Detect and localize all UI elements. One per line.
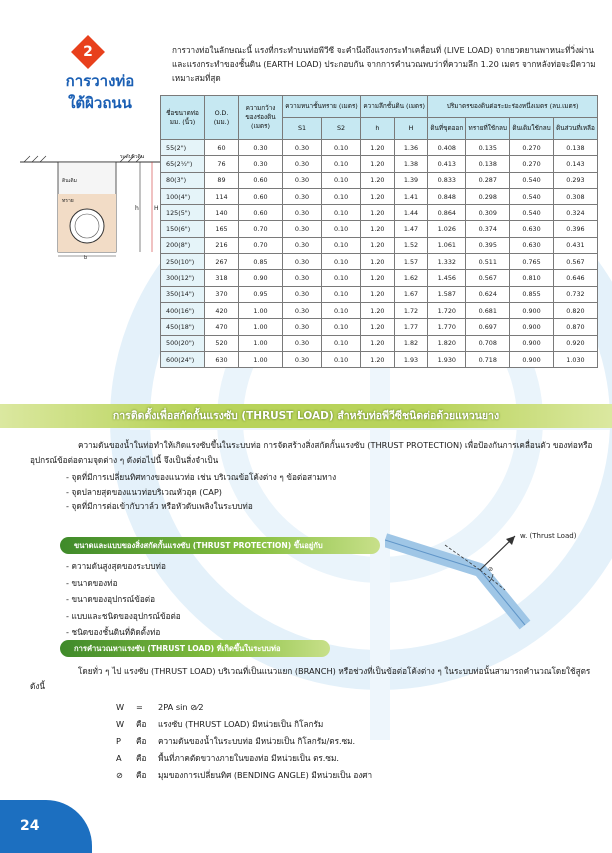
col-od: O.D. (มม.)	[205, 96, 239, 140]
table-row	[161, 319, 598, 335]
table-cell: 0.10	[322, 172, 361, 188]
col-bed: ความหนาชั้นทราย (เมตร)	[283, 96, 361, 118]
table-cell: 0.10	[322, 156, 361, 172]
table-cell: 0.810	[510, 270, 554, 286]
table-cell: 0.30	[283, 335, 322, 351]
calc-paragraph: โดยทั่ว ๆ ไป แรงซับ (THRUST LOAD) บริเวณที่เป็นแนวแยก (BRANCH) หรือช่วงที่เป็นข้อต่อโค้งต่าง ๆ ในระบบท่อนั้นสามารถคำนวณโดยใช้สูตรดังนี้	[30, 666, 591, 691]
table-cell: 0.630	[510, 237, 554, 253]
table-cell: 1.930	[428, 351, 466, 367]
table-cell: 0.864	[428, 205, 466, 221]
table-cell: 0.567	[553, 254, 597, 270]
table-cell: 0.10	[322, 319, 361, 335]
table-cell: 1.456	[428, 270, 466, 286]
table-cell: 0.708	[466, 335, 510, 351]
table-cell: 0.10	[322, 254, 361, 270]
table-cell: 0.900	[510, 335, 554, 351]
table-cell: 1.44	[394, 205, 428, 221]
col-depth: ความลึกชั้นดิน (เมตร)	[361, 96, 428, 118]
table-cell: 65(2½")	[161, 156, 205, 172]
table-cell: 0.138	[466, 156, 510, 172]
table-cell: 1.67	[394, 286, 428, 302]
thrust-formula	[116, 699, 496, 784]
table-cell: 80(3")	[161, 172, 205, 188]
table-cell: 0.681	[466, 302, 510, 318]
table-cell: 1.82	[394, 335, 428, 351]
trench-diagram	[20, 150, 168, 260]
table-row	[161, 172, 598, 188]
table-cell: 350(14")	[161, 286, 205, 302]
table-cell: 0.30	[239, 140, 283, 156]
table-cell: 0.408	[428, 140, 466, 156]
col-v1: ดินที่ขุดออก	[428, 118, 466, 140]
list-item: - จุดปลายสุดของแนวท่อบริเวณหัวอุด (CAP)	[66, 486, 222, 497]
table-cell: 0.60	[239, 172, 283, 188]
table-cell: 0.10	[322, 351, 361, 367]
table-cell: 0.855	[510, 286, 554, 302]
table-cell: 0.10	[322, 205, 361, 221]
table-cell: 1.00	[239, 335, 283, 351]
table-cell: 0.60	[239, 188, 283, 204]
table-cell: 1.00	[239, 302, 283, 318]
table-cell: 300(12")	[161, 270, 205, 286]
sand-label: ทราย	[62, 198, 74, 204]
table-cell: 1.770	[428, 319, 466, 335]
thrust-calc-heading: การคำนวณหาแรงซับ (THRUST LOAD) ที่เกิดขึ้นในระบบท่อ	[60, 640, 330, 657]
formula-def: P คือ ความดันของน้ำในระบบท่อ มีหน่วยเป็น กิโลกรัม/ตร.ซม.	[116, 736, 356, 746]
section-title-line1: การวางท่อ	[65, 72, 135, 90]
table-cell: 0.697	[466, 319, 510, 335]
table-cell: 0.732	[553, 286, 597, 302]
table-cell: 1.47	[394, 221, 428, 237]
table-cell: 0.287	[466, 172, 510, 188]
thrust-points-list	[66, 470, 386, 514]
surface-label: ระดับผิวดิน	[120, 154, 145, 160]
table-row	[161, 351, 598, 367]
banner-title: การติดตั้งเพื่อสกัดกั้นแรงซับ (THRUST LOAD) สำหรับท่อพีวีซีชนิดต่อด้วยแหวนยาง	[112, 410, 500, 422]
table-cell: 1.72	[394, 302, 428, 318]
table-cell: 1.20	[361, 237, 395, 253]
thrust-load-diagram	[385, 510, 605, 630]
list-item: - แบบและชนิดของอุปกรณ์ข้อต่อ	[66, 610, 181, 621]
table-cell: 1.720	[428, 302, 466, 318]
formula-main: W = 2PA sin ⊘⁄2	[116, 702, 204, 712]
table-cell: 600(24")	[161, 351, 205, 367]
table-cell: 0.900	[510, 319, 554, 335]
earth-label: ดินเดิม	[62, 178, 77, 184]
list-item: - ชนิดของชั้นดินที่ติดตั้งท่อ	[66, 627, 161, 637]
table-cell: 1.38	[394, 156, 428, 172]
table-cell: 0.10	[322, 140, 361, 156]
table-cell: 1.026	[428, 221, 466, 237]
list-item: - ความดันสูงสุดของระบบท่อ	[66, 561, 166, 571]
table-cell: 0.10	[322, 270, 361, 286]
angle-label: ⊘	[488, 566, 494, 573]
pipe-bend	[385, 540, 525, 625]
table-cell: 1.41	[394, 188, 428, 204]
table-cell: 76	[205, 156, 239, 172]
table-cell: 0.30	[283, 205, 322, 221]
table-cell: 1.20	[361, 172, 395, 188]
table-row	[161, 140, 598, 156]
b-label: b	[84, 255, 88, 260]
table-cell: 470	[205, 319, 239, 335]
table-row	[161, 237, 598, 253]
table-cell: 1.77	[394, 319, 428, 335]
table-cell: 114	[205, 188, 239, 204]
table-cell: 0.309	[466, 205, 510, 221]
table-cell: 0.511	[466, 254, 510, 270]
table-row	[161, 335, 598, 351]
table-row	[161, 270, 598, 286]
table-cell: 520	[205, 335, 239, 351]
table-cell: 140	[205, 205, 239, 221]
table-cell: 0.308	[553, 188, 597, 204]
table-cell: 0.30	[283, 237, 322, 253]
table-cell: 450(18")	[161, 319, 205, 335]
table-cell: 0.540	[510, 172, 554, 188]
table-row	[161, 302, 598, 318]
table-cell: 1.20	[361, 140, 395, 156]
table-cell: 267	[205, 254, 239, 270]
col-s1: S1	[283, 118, 322, 140]
table-cell: 0.630	[510, 221, 554, 237]
table-cell: 1.820	[428, 335, 466, 351]
col-size: ชื่อขนาดท่อ มม. (นิ้ว)	[161, 96, 205, 140]
table-cell: 0.567	[466, 270, 510, 286]
table-cell: 0.395	[466, 237, 510, 253]
table-cell: 1.332	[428, 254, 466, 270]
table-cell: 400(16")	[161, 302, 205, 318]
table-cell: 0.10	[322, 221, 361, 237]
table-cell: 1.20	[361, 221, 395, 237]
table-row	[161, 254, 598, 270]
table-cell: 165	[205, 221, 239, 237]
table-body	[161, 140, 598, 368]
table-cell: 0.765	[510, 254, 554, 270]
thrust-paragraph: ความดันของน้ำในท่อทำให้เกิดแรงซับขึ้นในระบบท่อ การจัดสร้างสิ่งสกัดกั้นแรงซับ (THRUST PROTECTION) เพื่อป้องกันการเคลื่อนตัว ของท่อหรืออุปกรณ์ข้อต่อตามจุดต่าง ๆ ดังต่อไปนี้ จึงเป็นสิ่งจำเป็น	[30, 440, 593, 465]
table-cell: 0.30	[283, 286, 322, 302]
table-cell: 0.540	[510, 205, 554, 221]
table-cell: 0.540	[510, 188, 554, 204]
page-number: 24	[20, 818, 40, 834]
table-cell: 0.820	[553, 302, 597, 318]
table-cell: 0.138	[553, 140, 597, 156]
trench-table	[160, 95, 598, 368]
table-cell: 1.00	[239, 351, 283, 367]
table-cell: 1.20	[361, 335, 395, 351]
list-item: - จุดที่มีการต่อเข้ากับวาล์ว หรือหัวดับเพลิงในระบบท่อ	[66, 501, 253, 511]
table-cell: 1.587	[428, 286, 466, 302]
table-cell: 0.30	[283, 221, 322, 237]
table-cell: 0.870	[553, 319, 597, 335]
col-H: H	[394, 118, 428, 140]
table-cell: 1.57	[394, 254, 428, 270]
section-title-line2: ใต้ผิวถนน	[68, 94, 132, 112]
table-cell: 318	[205, 270, 239, 286]
col-h: h	[361, 118, 395, 140]
table-cell: 0.30	[283, 172, 322, 188]
list-item: - จุดที่มีการเปลี่ยนทิศทางของแนวท่อ เช่น บริเวณข้อโค้งต่าง ๆ ข้อต่อสามทาง	[66, 472, 337, 482]
H-label: H	[154, 205, 159, 212]
table-row	[161, 205, 598, 221]
intro-paragraph: การวางท่อในลักษณะนี้ แรงที่กระทำบนท่อพีวีซี จะคำนึงถึงแรงกระทำเคลื่อนที่ (LIVE LOAD) จากยวดยานพาหนะที่วิ่งผ่าน และแรงกระทำของชั้นดิน (EARTH LOAD) ประกอบกัน จากการคำนวณพบว่าที่ความลึก 1.20 เมตร จากหลังท่อจะมีความเหมาะสมที่สุด	[172, 45, 596, 83]
table-cell: 1.20	[361, 319, 395, 335]
table-cell: 1.20	[361, 286, 395, 302]
table-cell: 0.60	[239, 205, 283, 221]
table-cell: 1.20	[361, 351, 395, 367]
table-cell: 0.95	[239, 286, 283, 302]
table-cell: 0.396	[553, 221, 597, 237]
table-cell: 0.270	[510, 140, 554, 156]
table-cell: 0.30	[283, 156, 322, 172]
table-cell: 100(4")	[161, 188, 205, 204]
formula-def: A คือ พื้นที่ภาคตัดขวางภายในของท่อ มีหน่วยเป็น ตร.ซม.	[116, 753, 339, 763]
table-cell: 0.70	[239, 221, 283, 237]
table-cell: 0.30	[283, 270, 322, 286]
thrust-label: w. (Thrust Load)	[520, 532, 577, 540]
col-v3: ดินเดิมใช้กลบ	[510, 118, 554, 140]
col-v4: ดินส่วนที่เหลือ	[553, 118, 597, 140]
table-cell: 0.920	[553, 335, 597, 351]
table-row	[161, 286, 598, 302]
table-cell: 200(8")	[161, 237, 205, 253]
table-cell: 0.30	[239, 156, 283, 172]
table-cell: 1.93	[394, 351, 428, 367]
section-number: 2	[83, 44, 93, 60]
table-cell: 0.374	[466, 221, 510, 237]
table-cell: 0.30	[283, 351, 322, 367]
table-cell: 0.10	[322, 237, 361, 253]
table-cell: 1.00	[239, 319, 283, 335]
table-row	[161, 156, 598, 172]
table-cell: 1.20	[361, 254, 395, 270]
table-cell: 1.39	[394, 172, 428, 188]
table-cell: 370	[205, 286, 239, 302]
col-v2: ทรายที่ใช้กลบ	[466, 118, 510, 140]
table-cell: 60	[205, 140, 239, 156]
table-cell: 0.293	[553, 172, 597, 188]
table-cell: 0.270	[510, 156, 554, 172]
table-cell: 55(2")	[161, 140, 205, 156]
table-cell: 0.431	[553, 237, 597, 253]
table-cell: 125(5")	[161, 205, 205, 221]
table-cell: 0.10	[322, 335, 361, 351]
table-cell: 0.30	[283, 254, 322, 270]
table-cell: 150(6")	[161, 221, 205, 237]
col-s2: S2	[322, 118, 361, 140]
formula-def: W คือ แรงซับ (THRUST LOAD) มีหน่วยเป็น กิโลกรัม	[116, 719, 324, 729]
table-cell: 0.298	[466, 188, 510, 204]
table-cell: 0.135	[466, 140, 510, 156]
table-cell: 0.143	[553, 156, 597, 172]
table-cell: 420	[205, 302, 239, 318]
table-cell: 0.646	[553, 270, 597, 286]
table-cell: 1.20	[361, 270, 395, 286]
table-row	[161, 188, 598, 204]
table-cell: 1.52	[394, 237, 428, 253]
table-cell: 250(10")	[161, 254, 205, 270]
col-width: ความกว้างของร่องดิน (เมตร)	[239, 96, 283, 140]
table-cell: 0.10	[322, 302, 361, 318]
table-cell: 0.10	[322, 188, 361, 204]
table-cell: 0.30	[283, 302, 322, 318]
table-cell: 1.061	[428, 237, 466, 253]
table-cell: 0.90	[239, 270, 283, 286]
table-cell: 500(20")	[161, 335, 205, 351]
h-label: h	[135, 205, 139, 212]
table-cell: 1.36	[394, 140, 428, 156]
table-cell: 0.833	[428, 172, 466, 188]
table-cell: 0.30	[283, 140, 322, 156]
table-cell: 1.20	[361, 302, 395, 318]
table-cell: 216	[205, 237, 239, 253]
table-cell: 0.70	[239, 237, 283, 253]
table-cell: 0.413	[428, 156, 466, 172]
section-title	[40, 70, 160, 114]
table-cell: 0.30	[283, 188, 322, 204]
table-cell: 0.848	[428, 188, 466, 204]
table-cell: 0.30	[283, 319, 322, 335]
protection-factors-list	[66, 558, 366, 641]
table-row	[161, 221, 598, 237]
table-cell: 630	[205, 351, 239, 367]
table-cell: 89	[205, 172, 239, 188]
list-item: - ขนาดของอุปกรณ์ข้อต่อ	[66, 594, 155, 604]
table-cell: 1.20	[361, 205, 395, 221]
table-cell: 0.324	[553, 205, 597, 221]
table-cell: 0.900	[510, 351, 554, 367]
table-cell: 1.20	[361, 188, 395, 204]
formula-def: ⊘ คือ มุมของการเปลี่ยนทิศ (BENDING ANGLE) มีหน่วยเป็น องศา	[116, 770, 373, 780]
col-volume: ปริมาตรของดินต่อระยะร่องหนึ่งเมตร (ลบ.เมตร)	[428, 96, 598, 118]
table-cell: 1.030	[553, 351, 597, 367]
table-cell: 1.20	[361, 156, 395, 172]
table-cell: 0.624	[466, 286, 510, 302]
list-item: - ขนาดของท่อ	[66, 577, 118, 588]
table-cell: 1.62	[394, 270, 428, 286]
table-cell: 0.718	[466, 351, 510, 367]
thrust-protection-heading: ขนาดและแบบของสิ่งสกัดกั้นแรงซับ (THRUST PROTECTION) ขึ้นอยู่กับ	[60, 537, 380, 554]
table-cell: 0.85	[239, 254, 283, 270]
table-cell: 0.900	[510, 302, 554, 318]
table-cell: 0.10	[322, 286, 361, 302]
